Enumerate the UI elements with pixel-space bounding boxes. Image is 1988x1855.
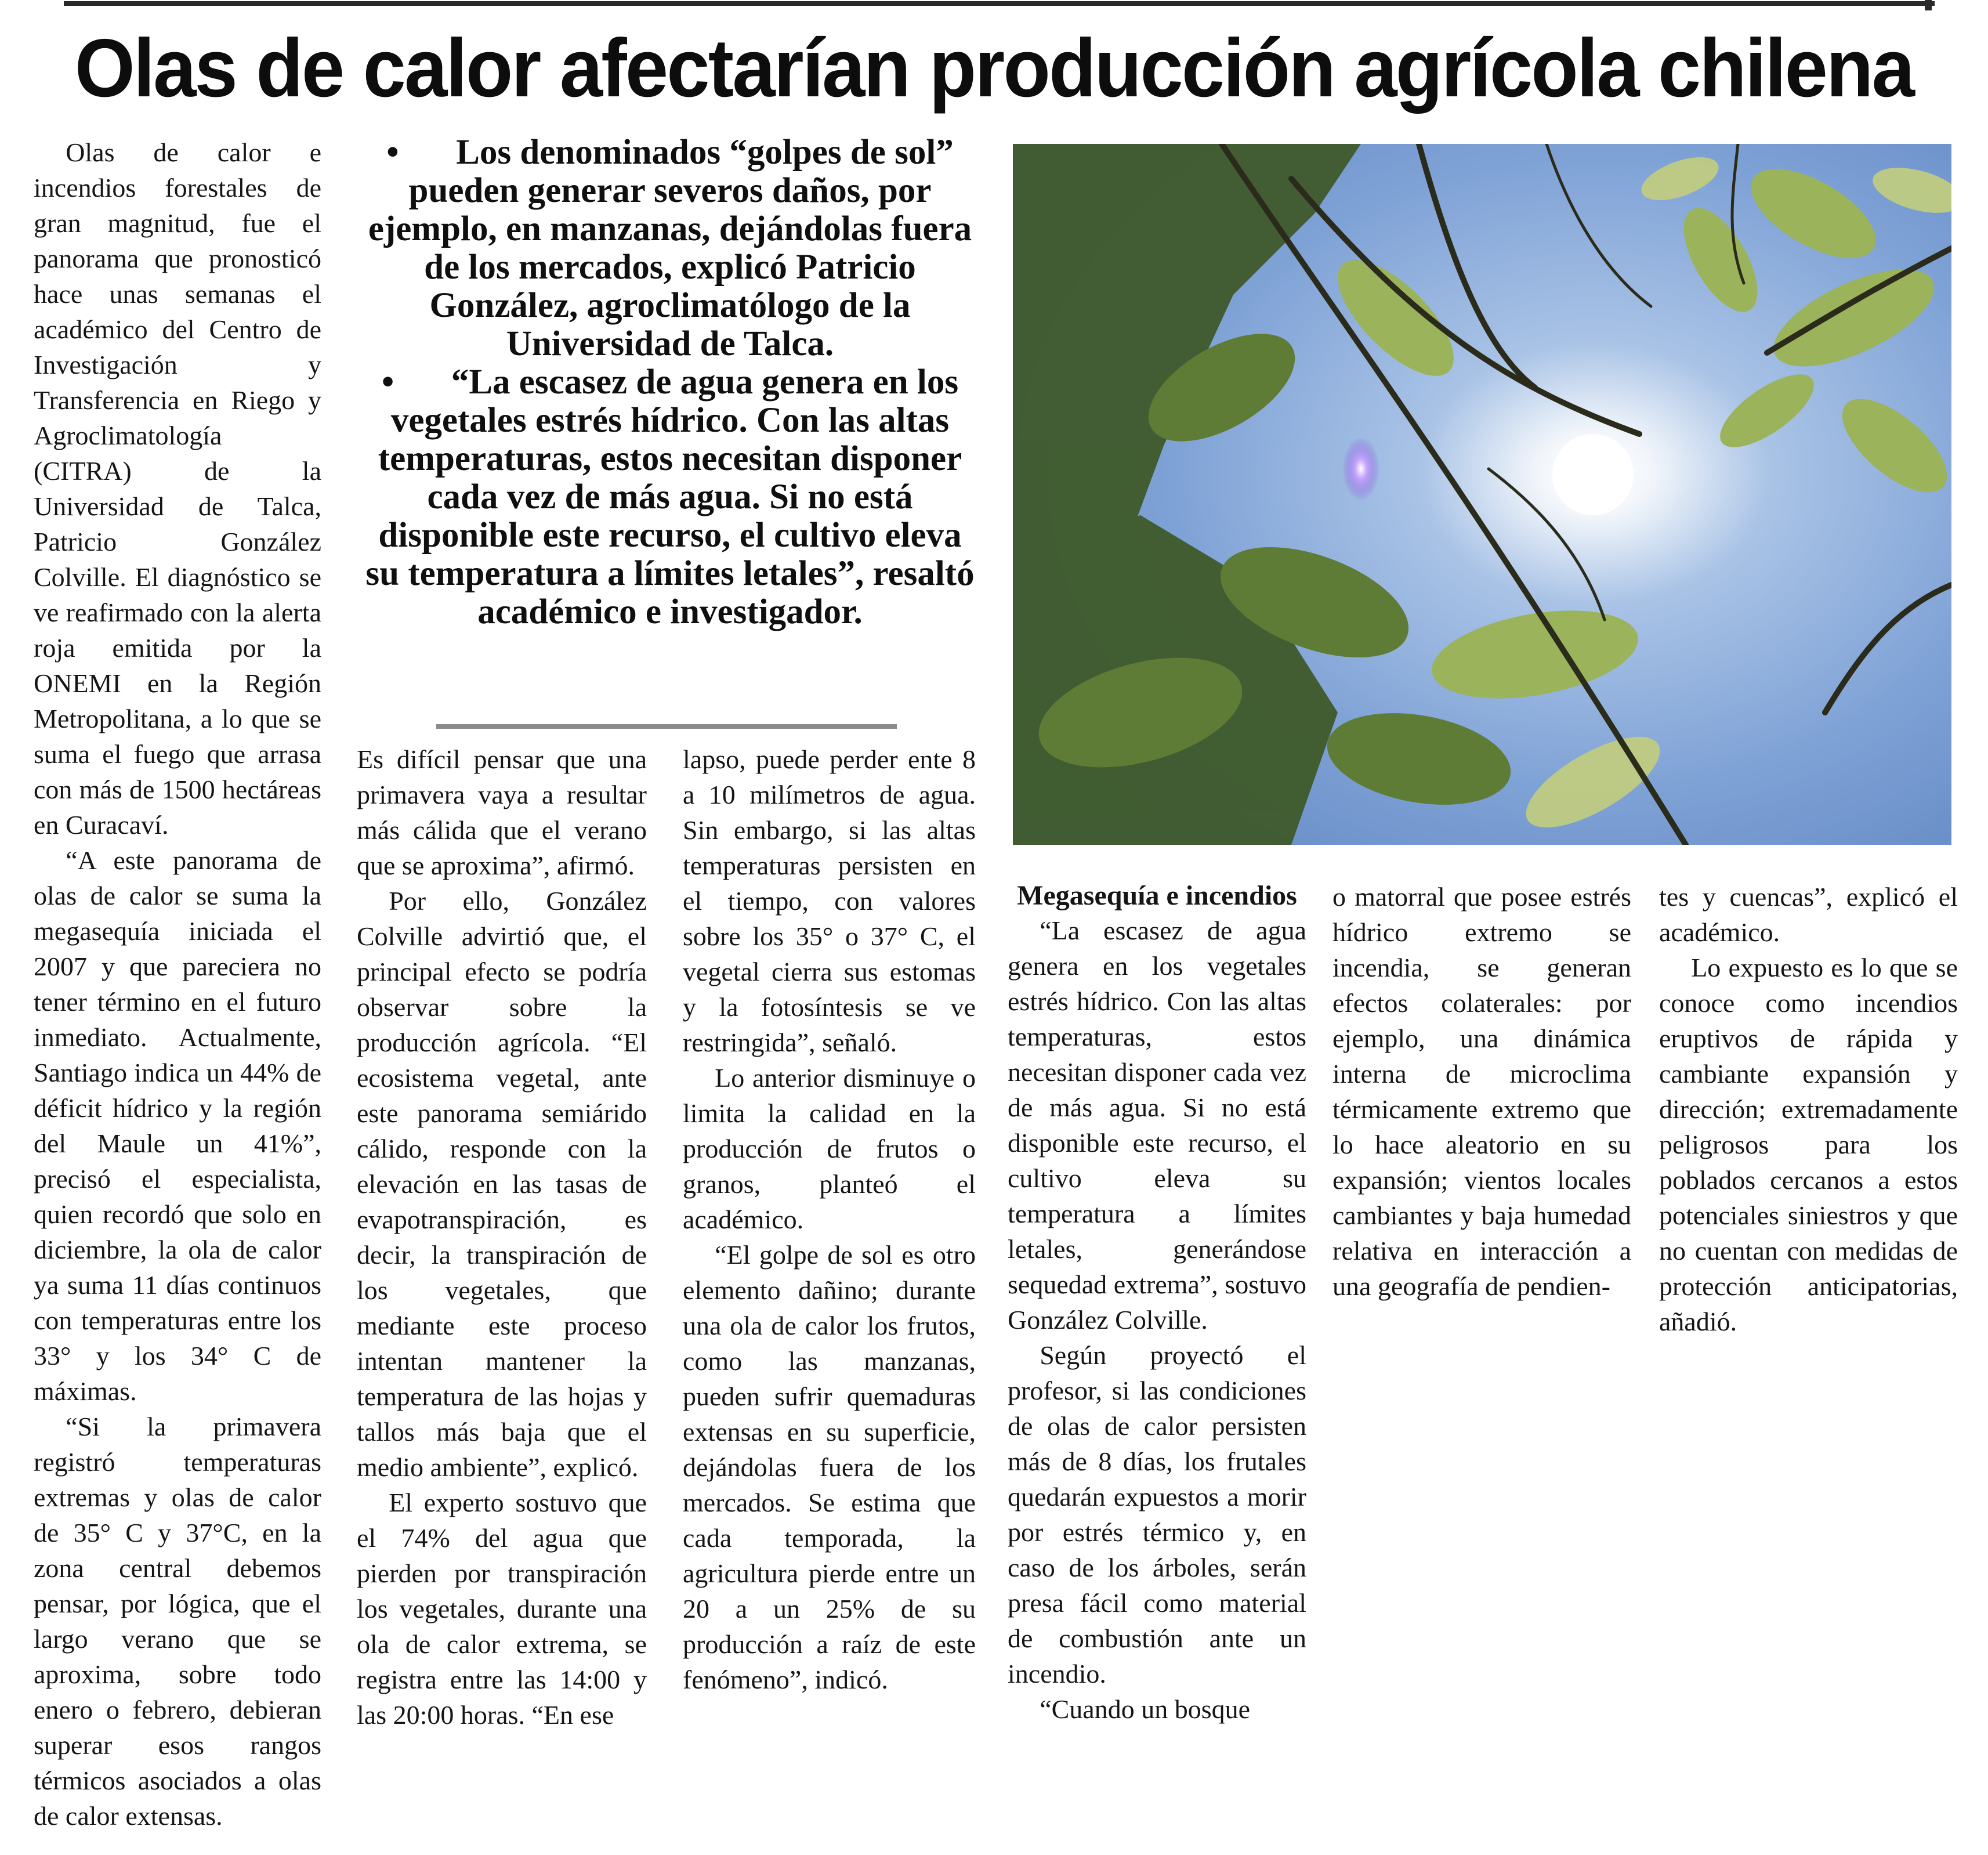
paragraph: Por ello, González Colville advirtió que, el principal efecto se podría observar sobre la producción agrícola. “El ecosistema vegetal, ante este panorama semiárido cálido, responde con la elevación en las tasas de evapotranspiración, es decir, la transpiración de los vegetales, que mediante este proceso intentan mantener la temperatura de las hojas y tallos más baja que el medio ambiente”, explicó.	[357, 886, 647, 1482]
bullet-icon: •	[381, 363, 394, 402]
paragraph: tes y cuencas”, explicó el académico.	[1659, 882, 1958, 947]
paragraph: o matorral que posee estrés hídrico extremo se incendia, se generan efectos colaterales: por ejemplo, una dinámica interna de microclima térmicamente extremo que lo hace aleatorio en su expansión; vientos locales cambiantes y baja humedad relativa en interacción a una geografía de pendien-	[1332, 882, 1631, 1301]
bullet-icon: •	[386, 133, 399, 172]
article-column-2	[357, 742, 647, 1733]
paragraph: “El golpe de sol es otro elemento dañino; durante una ola de calor los frutos, como las manzanas, pueden sufrir quemaduras extensas en su superficie, dejándolas fuera de los mercados. Se estima que cada temporada, la agricultura pierde entre un 20 a un 25% de su producción a raíz de este fenómeno”, indicó.	[683, 1240, 976, 1694]
article-column-5	[1332, 879, 1631, 1304]
highlight-text: “La escasez de agua genera en los vegetales estrés hídrico. Con las altas temperaturas, estos necesitan disponer cada vez de más agua. Si no está disponible este recurso, el cultivo eleva su temperatura a límites letales”, resaltó académico e investigador.	[365, 363, 975, 631]
article-column-1	[34, 135, 321, 1834]
highlights-divider	[436, 724, 897, 729]
paragraph: Olas de calor e incendios forestales de gran magnitud, fue el panorama que pronosticó hace unas semanas el académico del Centro de Investigación y Transferencia en Riego y Agroclimatología (CITRA) de la Universidad de Talca, Patricio González Colville. El diagnóstico se ve reafirmado con la alerta roja emitida por la ONEMI en la Región Metropolitana, a lo que se suma el fuego que arrasa con más de 1500 hectáreas en Curacaví.	[34, 138, 321, 840]
highlight-item	[363, 133, 977, 363]
highlights-box	[363, 133, 977, 631]
photo-illustration	[1013, 144, 1951, 845]
article-column-4	[1008, 879, 1306, 1727]
paragraph: “Si la primavera registró temperaturas extremas y olas de calor de 35° C y 37°C, en la zona central debemos pensar, por lógica, que el largo verano que se aproxima, sobre todo enero o febrero, debieran superar esos rangos térmicos asociados a olas de calor extensas.	[34, 1412, 321, 1831]
paragraph: “A este panorama de olas de calor se suma la megasequía iniciada el 2007 y que pareciera no tener término en el futuro inmediato. Actualmente, Santiago indica un 44% de déficit hídrico y la región del Maule un 41%”, precisó el especialista, quien recordó que solo en diciembre, la ola de calor ya suma 11 días continuos con temperaturas entre los 33° y los 34° C de máximas.	[34, 845, 321, 1406]
article-column-3	[683, 742, 976, 1697]
paragraph: lapso, puede perder ente 8 a 10 milímetros de agua. Sin embargo, si las altas temperaturas persisten en el tiempo, con valores sobre los 35° o 37° C, el vegetal cierra sus estomas y la fotosíntesis se ve restringida”, señaló.	[683, 744, 976, 1057]
article-column-6	[1659, 879, 1958, 1339]
headline: Olas de calor afectarían producción agrícola chilena	[74, 22, 1914, 114]
paragraph: Según proyectó el profesor, si las condiciones de olas de calor persisten más de 8 días, los frutales quedarán expuestos a morir por estrés térmico y, en caso de los árboles, serán presa fácil como material de combustión ante un incendio.	[1008, 1340, 1306, 1688]
paragraph: Lo anterior disminuye o limita la calidad en la producción de frutos o granos, planteó el académico.	[683, 1063, 976, 1234]
highlight-item	[363, 363, 977, 631]
top-rule-cap	[1925, 0, 1932, 10]
paragraph: Lo expuesto es lo que se conoce como incendios eruptivos de rápida y cambiante expansión y dirección; extremadamente peligrosos para los poblados cercanos a estos potenciales siniestros y que no cuentan con medidas de protección anticipatorias, añadió.	[1659, 953, 1958, 1336]
paragraph: El experto sostuvo que el 74% del agua que pierden por transpiración los vegetales, durante una ola de calor extrema, se registra entre las 14:00 y las 20:00 horas. “En ese	[357, 1488, 647, 1730]
paragraph: “Cuando un bosque	[1040, 1694, 1251, 1724]
photo-sun-through-leaves-icon	[1013, 144, 1951, 845]
section-subhead: Megasequía e incendios	[1017, 880, 1297, 911]
top-rule	[64, 1, 1935, 6]
paragraph: Es difícil pensar que una primavera vaya a resultar más cálida que el verano que se aproxima”, afirmó.	[357, 744, 647, 880]
highlight-text: Los denominados “golpes de sol” pueden generar severos daños, por ejemplo, en manzanas, dejándolas fuera de los mercados, explicó Patricio González, agroclimatólogo de la Universidad de Talca.	[368, 133, 972, 363]
paragraph: “La escasez de agua genera en los vegetales estrés hídrico. Con las altas temperaturas, estos necesitan disponer cada vez de más agua. Si no está disponible este recurso, el cultivo eleva su temperatura a límites letales, generándose sequedad extrema”, sostuvo González Colville.	[1008, 916, 1306, 1335]
